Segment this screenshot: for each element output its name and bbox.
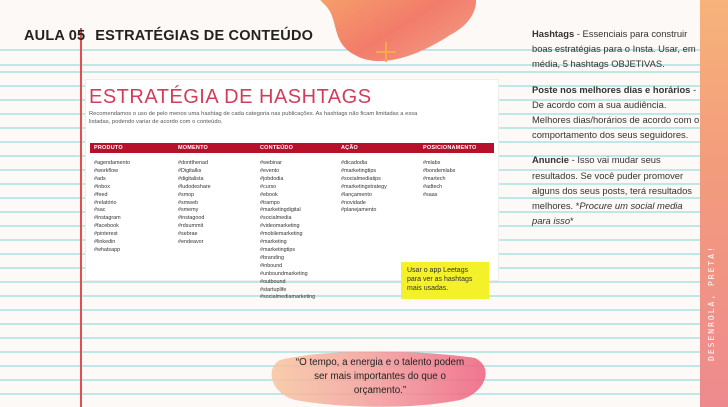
hashtag-item: #ebook bbox=[260, 191, 278, 198]
hashtag-item: #socialmediamarketing bbox=[260, 294, 316, 301]
note-ads-title: Anuncie bbox=[532, 154, 569, 166]
hashtag-item: #videomarketing bbox=[260, 223, 300, 230]
hashtag-item: #digitalista bbox=[178, 175, 204, 182]
hashtag-item: #sac bbox=[94, 207, 106, 214]
hashtag-item: #socialmediatips bbox=[341, 175, 381, 182]
hashtag-item: #pinterest bbox=[94, 231, 118, 238]
hashtag-list-posicionamento bbox=[423, 160, 455, 200]
hashtag-item: #smop bbox=[178, 191, 195, 198]
hashtag-item: #relatório bbox=[94, 199, 117, 206]
hashtag-item: #curso bbox=[260, 183, 277, 190]
hashtag-item: #smweb bbox=[178, 199, 199, 206]
hashtag-item: #marketingtips bbox=[260, 246, 296, 253]
hashtag-item: #marketing bbox=[260, 239, 287, 246]
plus-decoration-icon bbox=[376, 42, 396, 62]
col-header-acao: AÇÃO bbox=[341, 145, 358, 151]
hashtag-item: #instagood bbox=[178, 215, 205, 222]
note-hashtags-text: - Essenciais para construir boas estratégias para o Insta. Usar, em média, 5 hashtags OBJETIVAS. bbox=[532, 28, 696, 70]
hashtag-item: #trampo bbox=[260, 199, 280, 206]
hashtag-strategy-slide bbox=[86, 80, 498, 301]
hashtag-item: #inbox bbox=[94, 183, 110, 190]
hashtag-list-acao bbox=[341, 160, 387, 215]
decorative-blob-top bbox=[300, 0, 490, 80]
hashtag-item: #whatsapp bbox=[94, 246, 121, 253]
note-ads-end: * bbox=[570, 215, 574, 227]
hashtag-item: #feed bbox=[94, 191, 108, 198]
slide-title: ESTRATÉGIA DE HASHTAGS bbox=[89, 86, 372, 108]
hashtag-item: #dontthenad bbox=[178, 160, 208, 166]
hashtag-item: #marketingstrategy bbox=[341, 183, 387, 190]
slide-description: Recomendamos o uso de pelo menos uma hashtag de cada categoria nas publicações. As hashtags não ficam limitadas a essa listadas, podendo variar de acordo com o conteúdo. bbox=[89, 111, 418, 125]
hashtag-item: #sebrae bbox=[178, 231, 198, 238]
hashtag-item: #lançamento bbox=[341, 191, 372, 198]
hashtag-item: #adtech bbox=[423, 183, 443, 190]
col-header-posicionamento: POSICIONAMENTO bbox=[423, 145, 477, 151]
hashtag-item: #Digitalks bbox=[178, 167, 202, 174]
col-header-produto: PRODUTO bbox=[94, 145, 123, 151]
col-header-conteudo: CONTEÚDO bbox=[260, 145, 294, 151]
note-ads bbox=[532, 152, 700, 228]
quote-text: “O tempo, a energia e o talento podem ser mais importantes do que o orçamento.” bbox=[295, 357, 465, 396]
col-header-momento: MOMENTO bbox=[178, 145, 209, 151]
note-ads-italic: Procure um social media para isso bbox=[532, 200, 683, 227]
side-notes bbox=[532, 26, 700, 238]
note-hashtags-title: Hashtags bbox=[532, 28, 575, 39]
note-best-times-title: Poste nos melhores dias e horários bbox=[532, 83, 691, 95]
hashtag-item: #mlabs bbox=[423, 160, 441, 166]
hashtag-item: #workflow bbox=[94, 167, 118, 174]
hashtag-item: #bondemlabs bbox=[423, 167, 456, 174]
lesson-title: ESTRATÉGIAS DE CONTEÚDO bbox=[95, 28, 314, 44]
hashtag-item: #rdsummit bbox=[178, 223, 204, 230]
note-hashtags bbox=[532, 26, 700, 72]
hashtag-item: #planejamento bbox=[341, 207, 377, 214]
hashtag-list-momento bbox=[178, 160, 211, 247]
hashtag-item: #facebook bbox=[94, 223, 119, 230]
hashtag-item: #instagram bbox=[94, 215, 121, 222]
hashtag-item: #ludodeshare bbox=[178, 183, 211, 190]
hashtag-item: #startuplife bbox=[260, 286, 287, 293]
leetags-note: Usar o app Leetags para ver as hashtags mais usadas. bbox=[401, 262, 489, 299]
hashtag-list-produto bbox=[94, 160, 130, 255]
margin-rule bbox=[80, 28, 82, 407]
hashtag-list-conteudo bbox=[260, 160, 315, 302]
hashtag-item: #smemy bbox=[178, 207, 199, 214]
page-title bbox=[24, 28, 313, 44]
note-ads-text: - Isso vai mudar seus resultados. Se você puder promover alguns dos seus posts, terá resultados melhores. * bbox=[532, 154, 692, 212]
hashtag-item: #socialmedia bbox=[260, 215, 292, 222]
hashtag-item: #webinar bbox=[260, 160, 282, 166]
hashtag-item: #ads bbox=[94, 175, 106, 182]
hashtag-item: #novidade bbox=[341, 199, 366, 206]
hashtag-item: #jobdodia bbox=[260, 175, 284, 182]
hashtag-item: #dicadodia bbox=[341, 160, 368, 166]
hashtag-item: #mobilemarketing bbox=[260, 231, 303, 238]
lesson-label: AULA 05 bbox=[24, 28, 86, 44]
hashtag-item: #martech bbox=[423, 175, 446, 182]
hashtag-item: #branding bbox=[260, 254, 284, 261]
hashtag-item: #inbound bbox=[260, 262, 283, 269]
hashtag-item: #marketingtips bbox=[341, 167, 377, 174]
hashtag-item: #unboundmarketing bbox=[260, 270, 308, 277]
hashtag-item: #outbound bbox=[260, 278, 286, 285]
hashtag-item: #endeavor bbox=[178, 239, 204, 246]
note-best-times-text: - De acordo com a sua audiência. Melhores dias/horários de acordo com o comportamento dos seus seguidores. bbox=[532, 83, 700, 141]
hashtag-item: #agendamento bbox=[94, 160, 130, 166]
hashtag-item: #saas bbox=[423, 191, 438, 198]
hashtag-item: #marketingdigital bbox=[260, 207, 301, 214]
hashtag-item: #linkedin bbox=[94, 239, 116, 246]
brand-tag: DESENROLA, PRETA! bbox=[707, 245, 716, 361]
note-best-times bbox=[532, 82, 700, 143]
hashtag-item: #evento bbox=[260, 167, 280, 174]
